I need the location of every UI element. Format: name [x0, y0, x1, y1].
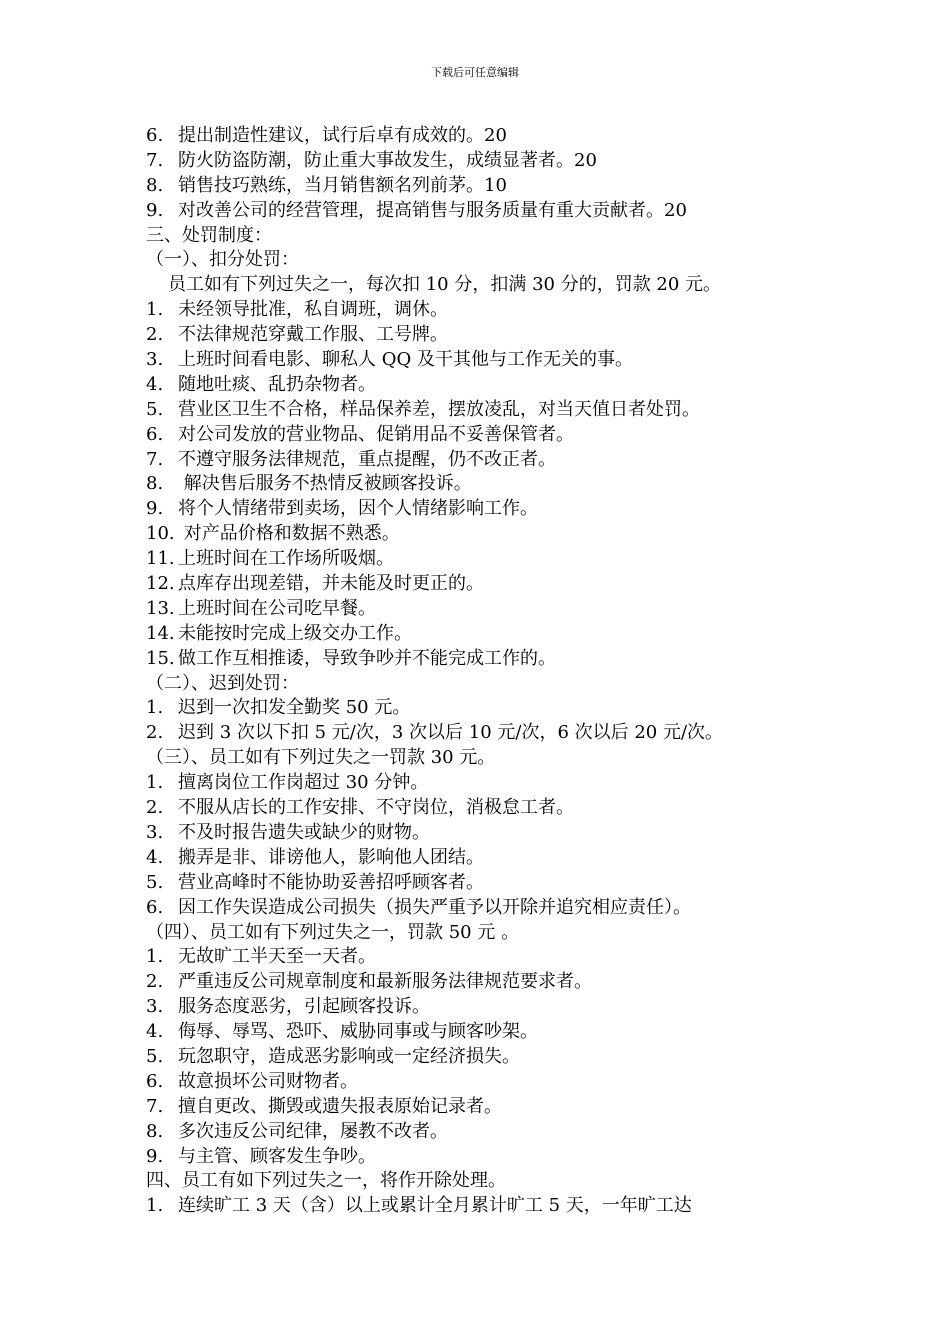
list-item	[146, 771, 836, 796]
page-header: 下载后可任意编辑	[431, 66, 519, 79]
list-item-text: 解决售后服务不热情反被顾客投诉。	[178, 473, 472, 495]
list-item-text: 未能按时完成上级交办工作。	[178, 622, 412, 644]
list-item-text: 侮辱、辱骂、恐吓、威胁同事或与顾客吵架。	[178, 1021, 538, 1043]
list-item	[146, 721, 836, 746]
list-item-number: 9.	[146, 498, 164, 520]
document-body	[146, 124, 836, 1219]
list-item-text: 对改善公司的经营管理，提高销售与服务质量有重大贡献者。20	[178, 199, 687, 221]
list-item-number: 6.	[146, 125, 164, 146]
list-item-number: 2.	[146, 971, 164, 993]
list-item-number: 9.	[146, 1145, 164, 1167]
list-item	[146, 871, 836, 896]
list-item	[146, 696, 836, 721]
list-item-number: 11.	[146, 548, 175, 570]
list-item-text: 营业高峰时不能协助妥善招呼顾客者。	[178, 871, 484, 893]
list-item-text: 点库存出现差错，并未能及时更正的。	[178, 573, 484, 595]
list-item-number: 5.	[146, 871, 164, 893]
list-item	[146, 323, 836, 348]
list-item-number: 9.	[146, 199, 164, 221]
list-item-text: 做工作互相推诿，导致争吵并不能完成工作的。	[178, 647, 556, 669]
list-item	[146, 497, 836, 522]
list-item-text: 提出制造性建议，试行后卓有成效的。20	[178, 125, 507, 146]
section-heading: （三）、员工如有下列过失之一罚款 30 元。	[146, 747, 496, 769]
list-item-text: 将个人情绪带到卖场，因个人情绪影响工作。	[178, 498, 538, 520]
section-heading: 四、员工有如下列过失之一，将作开除处理。	[146, 1170, 506, 1192]
list-item	[146, 174, 836, 199]
list-item	[146, 522, 836, 547]
list-item-text: 故意损坏公司财物者。	[178, 1070, 358, 1092]
list-item-number: 6.	[146, 1070, 164, 1092]
list-item-number: 6.	[146, 896, 164, 918]
list-item-number: 3.	[146, 349, 164, 371]
list-item-text: 与主管、顾客发生争吵。	[178, 1145, 376, 1167]
paragraph: 员工如有下列过失之一，每次扣 10 分，扣满 30 分的，罚款 20 元。	[168, 274, 722, 296]
list-item-text: 上班时间看电影、聊私人 QQ 及干其他与工作无关的事。	[178, 349, 633, 371]
list-item	[146, 1194, 836, 1219]
list-item-number: 8.	[146, 1120, 164, 1142]
list-item	[146, 945, 836, 970]
list-item-text: 搬弄是非、诽谤他人，影响他人团结。	[178, 846, 484, 868]
list-item-number: 1.	[146, 1195, 164, 1217]
list-item-text: 不及时报告遗失或缺少的财物。	[178, 821, 430, 843]
list-item-number: 14.	[146, 622, 175, 644]
list-item	[146, 796, 836, 821]
list-item	[146, 547, 836, 572]
list-item-text: 上班时间在公司吃早餐。	[178, 597, 376, 619]
list-item-text: 因工作失误造成公司损失（损失严重予以开除并追究相应责任）。	[178, 896, 691, 918]
list-item-number: 4.	[146, 846, 164, 868]
list-item-number: 1.	[146, 946, 164, 968]
list-item	[146, 1045, 836, 1070]
list-item	[146, 821, 836, 846]
list-item-number: 7.	[146, 149, 164, 171]
list-item	[146, 472, 836, 497]
list-item	[146, 995, 836, 1020]
section-heading: （一）、扣分处罚：	[146, 249, 299, 271]
section-heading: （四）、员工如有下列过失之一，罚款 50 元 。	[146, 921, 520, 943]
list-item-number: 2.	[146, 324, 164, 346]
list-item-number: 3.	[146, 996, 164, 1018]
list-item	[146, 1120, 836, 1145]
list-item-text: 迟到一次扣发全勤奖 50 元。	[178, 697, 411, 719]
list-item-number: 3.	[146, 821, 164, 843]
list-item-number: 5.	[146, 398, 164, 420]
list-item-number: 2.	[146, 722, 164, 744]
list-item-text: 对产品价格和数据不熟悉。	[178, 523, 400, 545]
list-item-number: 4.	[146, 373, 164, 395]
list-item	[146, 896, 836, 921]
list-item-number: 1.	[146, 697, 164, 719]
list-item-number: 8.	[146, 174, 164, 196]
list-item-text: 不遵守服务法律规范，重点提醒，仍不改正者。	[178, 448, 556, 470]
list-item-text: 销售技巧熟练，当月销售额名列前茅。10	[178, 174, 507, 196]
list-item-text: 多次违反公司纪律，屡教不改者。	[178, 1120, 448, 1142]
list-item	[146, 448, 836, 473]
list-item	[146, 1095, 836, 1120]
list-item	[146, 298, 836, 323]
list-item-number: 15.	[146, 647, 175, 669]
list-item-number: 1.	[146, 299, 164, 321]
list-item-number: 8.	[146, 473, 164, 495]
section-heading: 三、处罚制度：	[146, 224, 272, 246]
list-item	[146, 1145, 836, 1170]
list-item-text: 无故旷工半天至一天者。	[178, 946, 376, 968]
list-item	[146, 398, 836, 423]
section-heading: （二）、迟到处罚：	[146, 672, 299, 694]
list-item-text: 随地吐痰、乱扔杂物者。	[178, 373, 376, 395]
list-item-number: 7.	[146, 1095, 164, 1117]
list-item-text: 严重违反公司规章制度和最新服务法律规范要求者。	[178, 971, 592, 993]
list-item-number: 12.	[146, 573, 175, 595]
list-item-text: 连续旷工 3 天（含）以上或累计全月累计旷工 5 天，一年旷工达	[178, 1195, 692, 1217]
list-item	[146, 423, 836, 448]
list-item-text: 营业区卫生不合格，样品保养差，摆放凌乱，对当天值日者处罚。	[178, 398, 700, 420]
list-item	[146, 373, 836, 398]
list-item-text: 不法律规范穿戴工作服、工号牌。	[178, 324, 448, 346]
list-item	[146, 1020, 836, 1045]
list-item-number: 10.	[146, 523, 175, 545]
list-item	[146, 572, 836, 597]
list-item-number: 5.	[146, 1045, 164, 1067]
list-item-text: 擅自更改、撕毁或遗失报表原始记录者。	[178, 1095, 502, 1117]
list-item-text: 服务态度恶劣，引起顾客投诉。	[178, 996, 430, 1018]
list-item	[146, 199, 836, 224]
list-item-number: 7.	[146, 448, 164, 470]
list-item-number: 6.	[146, 423, 164, 445]
list-item-text: 未经领导批准，私自调班，调休。	[178, 299, 448, 321]
list-item	[146, 647, 836, 672]
list-item	[146, 970, 836, 995]
list-item	[146, 846, 836, 871]
list-item	[146, 149, 836, 174]
list-item-text: 上班时间在工作场所吸烟。	[178, 548, 394, 570]
list-item	[146, 124, 836, 149]
list-item-number: 4.	[146, 1021, 164, 1043]
list-item-text: 玩忽职守，造成恶劣影响或一定经济损失。	[178, 1045, 520, 1067]
list-item-text: 防火防盗防潮，防止重大事故发生，成绩显著者。20	[178, 149, 597, 171]
list-item-text: 擅离岗位工作岗超过 30 分钟。	[178, 772, 429, 794]
list-item	[146, 622, 836, 647]
list-item	[146, 348, 836, 373]
list-item-text: 迟到 3 次以下扣 5 元/次，3 次以后 10 元/次，6 次以后 20 元/次。	[178, 722, 724, 744]
list-item-number: 2.	[146, 797, 164, 819]
list-item-number: 1.	[146, 772, 164, 794]
list-item-text: 不服从店长的工作安排、不守岗位，消极怠工者。	[178, 797, 574, 819]
list-item-number: 13.	[146, 597, 175, 619]
list-item	[146, 1070, 836, 1095]
list-item	[146, 597, 836, 622]
list-item-text: 对公司发放的营业物品、促销用品不妥善保管者。	[178, 423, 574, 445]
